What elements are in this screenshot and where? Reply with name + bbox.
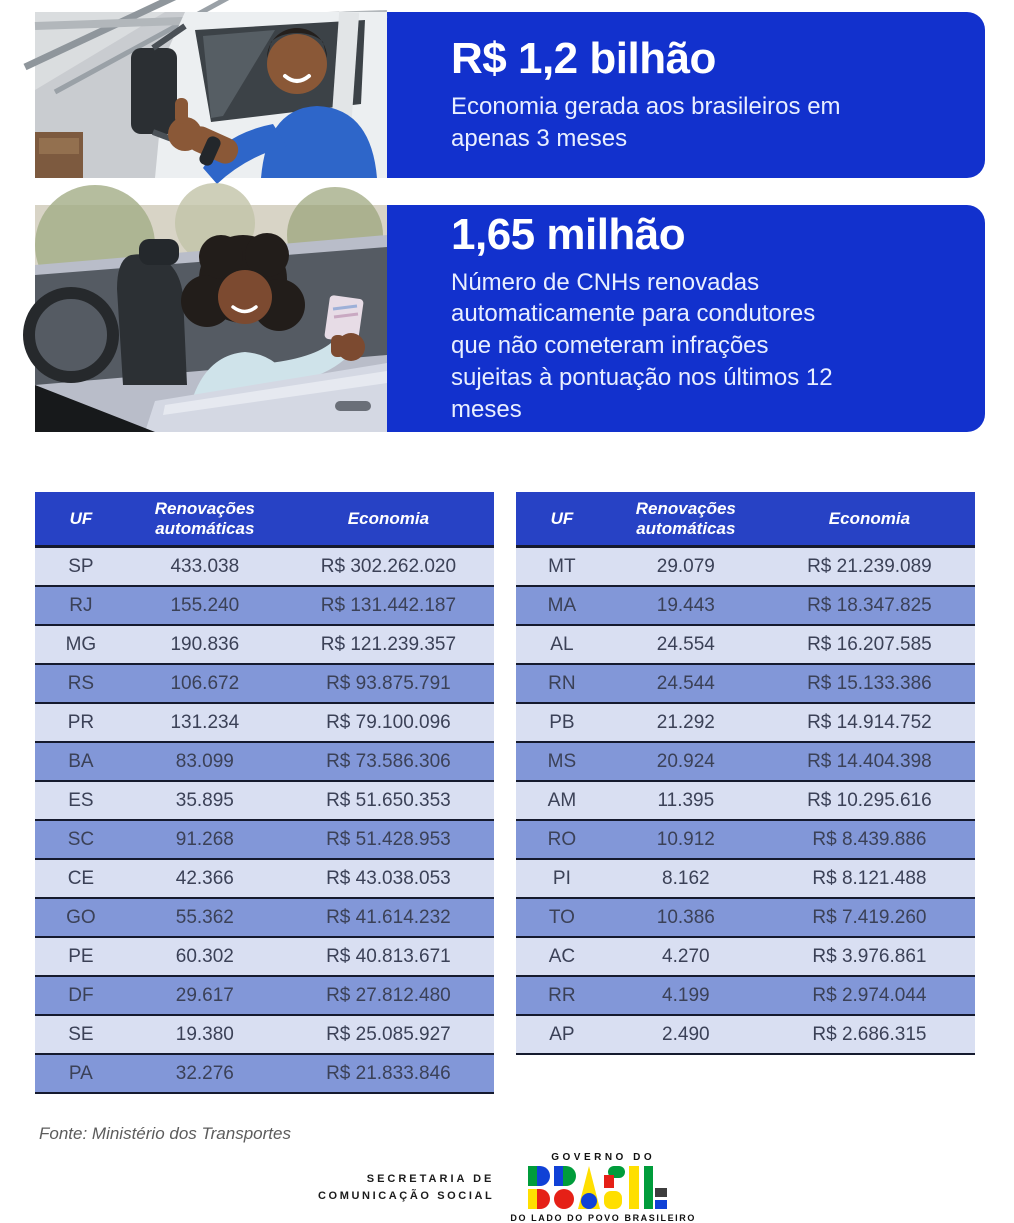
renovacoes-cell: 24.544: [608, 664, 764, 703]
economia-cell: R$ 10.295.616: [764, 781, 975, 820]
economia-cell: R$ 2.974.044: [764, 976, 975, 1015]
table-row: [35, 625, 494, 664]
economia-cell: R$ 3.976.861: [764, 937, 975, 976]
uf-cell: GO: [35, 898, 127, 937]
column-header-2: Economia: [283, 492, 494, 547]
truck-driver-photo: [35, 12, 387, 178]
economia-cell: R$ 43.038.053: [283, 859, 494, 898]
economia-cell: R$ 14.404.398: [764, 742, 975, 781]
uf-cell: PI: [516, 859, 608, 898]
table-row: [516, 898, 975, 937]
governo-do-brasil-logo: [510, 1152, 696, 1223]
renovacoes-cell: 83.099: [127, 742, 283, 781]
economia-cell: R$ 27.812.480: [283, 976, 494, 1015]
table-row: [35, 664, 494, 703]
renovacoes-cell: 2.490: [608, 1015, 764, 1054]
table-row: [516, 1015, 975, 1054]
economia-cell: R$ 302.262.020: [283, 547, 494, 587]
renovacoes-cell: 21.292: [608, 703, 764, 742]
renovacoes-cell: 19.443: [608, 586, 764, 625]
stat-cards: [0, 0, 1014, 432]
uf-cell: MG: [35, 625, 127, 664]
table-row: [35, 898, 494, 937]
economia-cell: R$ 8.121.488: [764, 859, 975, 898]
table-row: [35, 1015, 494, 1054]
table-row: [516, 820, 975, 859]
uf-cell: AM: [516, 781, 608, 820]
table-row: [35, 586, 494, 625]
economia-cell: R$ 79.100.096: [283, 703, 494, 742]
economia-cell: R$ 21.239.089: [764, 547, 975, 587]
table-row: [516, 742, 975, 781]
footer-brand: [0, 1152, 1014, 1223]
woman-driver-photo: [35, 205, 387, 432]
uf-cell: RR: [516, 976, 608, 1015]
table-row: [516, 781, 975, 820]
column-header-0: UF: [35, 492, 127, 547]
renovacoes-cell: 8.162: [608, 859, 764, 898]
uf-cell: PR: [35, 703, 127, 742]
economia-cell: R$ 2.686.315: [764, 1015, 975, 1054]
economia-cell: R$ 51.428.953: [283, 820, 494, 859]
renovacoes-cell: 131.234: [127, 703, 283, 742]
renovacoes-cell: 55.362: [127, 898, 283, 937]
uf-cell: RO: [516, 820, 608, 859]
economia-cell: R$ 21.833.846: [283, 1054, 494, 1093]
economia-cell: R$ 8.439.886: [764, 820, 975, 859]
column-header-2: Economia: [764, 492, 975, 547]
table-row: [35, 781, 494, 820]
renovacoes-cell: 4.199: [608, 976, 764, 1015]
uf-cell: CE: [35, 859, 127, 898]
table-header-row: [35, 492, 494, 547]
renovacoes-cell: 29.617: [127, 976, 283, 1015]
uf-cell: AC: [516, 937, 608, 976]
uf-cell: SC: [35, 820, 127, 859]
uf-cell: RN: [516, 664, 608, 703]
uf-cell: RS: [35, 664, 127, 703]
uf-cell: PB: [516, 703, 608, 742]
uf-cell: MA: [516, 586, 608, 625]
savings-description: Economia gerada aos brasileiros em apenas 3 meses: [451, 92, 841, 152]
savings-panel: [361, 12, 985, 178]
table-row: [516, 625, 975, 664]
renovacoes-cell: 11.395: [608, 781, 764, 820]
renovacoes-cell: 91.268: [127, 820, 283, 859]
renovacoes-cell: 155.240: [127, 586, 283, 625]
economia-cell: R$ 40.813.671: [283, 937, 494, 976]
renovacoes-cell: 35.895: [127, 781, 283, 820]
table-row: [35, 703, 494, 742]
economia-cell: R$ 7.419.260: [764, 898, 975, 937]
economia-cell: R$ 73.586.306: [283, 742, 494, 781]
table-row: [516, 664, 975, 703]
economia-cell: R$ 25.085.927: [283, 1015, 494, 1054]
economia-cell: R$ 15.133.386: [764, 664, 975, 703]
governo-do-label: GOVERNO DO: [551, 1152, 656, 1164]
renovacoes-cell: 29.079: [608, 547, 764, 587]
table-row: [35, 547, 494, 587]
table-row: [516, 976, 975, 1015]
brasil-logotype-icon: [528, 1166, 678, 1210]
table-row: [35, 976, 494, 1015]
uf-cell: AP: [516, 1015, 608, 1054]
secom-line2: COMUNICAÇÃO SOCIAL: [318, 1189, 495, 1202]
table-row: [35, 742, 494, 781]
renovacoes-cell: 433.038: [127, 547, 283, 587]
savings-stat-card: [35, 12, 985, 178]
economia-cell: R$ 14.914.752: [764, 703, 975, 742]
uf-cell: TO: [516, 898, 608, 937]
truck-driver-illustration: [35, 12, 387, 178]
uf-cell: MS: [516, 742, 608, 781]
table-row: [516, 703, 975, 742]
renewals-panel: [361, 205, 985, 432]
renovacoes-cell: 20.924: [608, 742, 764, 781]
renovacoes-cell: 106.672: [127, 664, 283, 703]
renovacoes-cell: 32.276: [127, 1054, 283, 1093]
gov-tagline: DO LADO DO POVO BRASILEIRO: [510, 1213, 696, 1223]
table-row: [516, 586, 975, 625]
column-header-1: Renovações automáticas: [127, 492, 283, 547]
table-row: [35, 1054, 494, 1093]
renovacoes-cell: 42.366: [127, 859, 283, 898]
table-row: [516, 547, 975, 587]
economia-cell: R$ 121.239.357: [283, 625, 494, 664]
renovacoes-cell: 4.270: [608, 937, 764, 976]
renewals-headline: 1,65 milhão: [451, 209, 686, 259]
economia-cell: R$ 41.614.232: [283, 898, 494, 937]
renovacoes-cell: 10.386: [608, 898, 764, 937]
column-header-1: Renovações automáticas: [608, 492, 764, 547]
state-table-left: [35, 492, 494, 1094]
table-row: [35, 820, 494, 859]
uf-cell: RJ: [35, 586, 127, 625]
uf-cell: PE: [35, 937, 127, 976]
source-note: Fonte: Ministério dos Transportes: [39, 1124, 291, 1144]
renovacoes-cell: 24.554: [608, 625, 764, 664]
economia-cell: R$ 93.875.791: [283, 664, 494, 703]
table-row: [35, 859, 494, 898]
table-row: [516, 859, 975, 898]
state-tables: [0, 459, 1014, 1094]
uf-cell: ES: [35, 781, 127, 820]
uf-cell: SP: [35, 547, 127, 587]
economia-cell: R$ 131.442.187: [283, 586, 494, 625]
uf-cell: PA: [35, 1054, 127, 1093]
secom-line1: SECRETARIA DE: [366, 1173, 495, 1186]
table-header-row: [516, 492, 975, 547]
uf-cell: AL: [516, 625, 608, 664]
renovacoes-cell: 10.912: [608, 820, 764, 859]
renewals-description: Número de CNHs renovadas automaticamente para condutores que não cometeram infrações sujeitas à pontuação nos últimos 12 meses: [451, 268, 833, 424]
economia-cell: R$ 16.207.585: [764, 625, 975, 664]
renovacoes-cell: 190.836: [127, 625, 283, 664]
table-row: [516, 937, 975, 976]
column-header-0: UF: [516, 492, 608, 547]
renewals-stat-card: [35, 205, 985, 432]
woman-driver-illustration: [35, 205, 387, 432]
uf-cell: MT: [516, 547, 608, 587]
savings-headline: R$ 1,2 bilhão: [451, 34, 716, 84]
state-table-right: [516, 492, 975, 1055]
economia-cell: R$ 51.650.353: [283, 781, 494, 820]
uf-cell: SE: [35, 1015, 127, 1054]
secom-lockup: [318, 1171, 494, 1204]
uf-cell: BA: [35, 742, 127, 781]
economia-cell: R$ 18.347.825: [764, 586, 975, 625]
renovacoes-cell: 19.380: [127, 1015, 283, 1054]
renovacoes-cell: 60.302: [127, 937, 283, 976]
table-row: [35, 937, 494, 976]
uf-cell: DF: [35, 976, 127, 1015]
